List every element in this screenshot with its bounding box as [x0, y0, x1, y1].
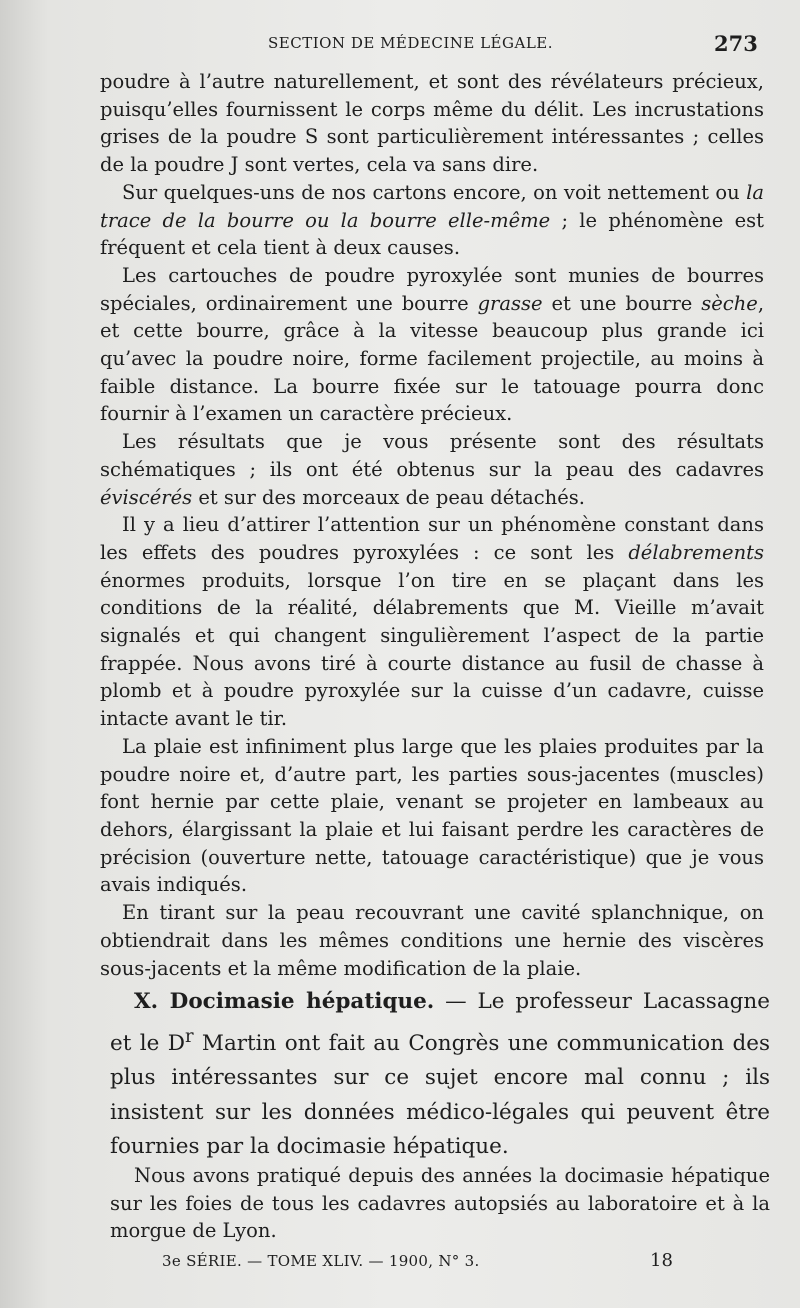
section-dash: —: [434, 989, 478, 1014]
signature-line: 3e SÉRIE. — TOME XLIV. — 1900, N° 3.: [162, 1252, 480, 1270]
running-head: SECTION DE MÉDECINE LÉGALE.: [268, 34, 554, 52]
section-x: [110, 985, 770, 1165]
section-title: X. Docimasie hépatique.: [134, 989, 435, 1014]
paragraph-2-text-a: Sur quelques-uns de nos cartons encore, on voit nettement ou: [122, 180, 747, 204]
paragraph-7: En tirant sur la peau recouvrant une cavité splanchnique, on obtiendrait dans les mêmes conditions une hernie des viscères sous-jacents et la même modification de la plaie.: [100, 901, 764, 980]
paragraph-6: La plaie est infiniment plus large que les plaies produites par la poudre noire et, d’autre part, les parties sous-jacentes (muscles) font hernie par cette plaie, venant se projeter en lambeaux au dehors, élargissant la plaie et lui faisant perdre les caractères de précision (ouverture nette, tatouage caractéristique) que je vous avais indiqués.: [100, 734, 764, 897]
paragraph-3-text-c: , et cette bourre, grâce à la vitesse beaucoup plus grande ici qu’avec la poudre noire, forme facilement projectile, au moins à faible distance. La bourre fixée sur le tatouage pourra donc fournir à l’examen un caractère précieux.: [100, 291, 765, 426]
signature-mark: 18: [650, 1250, 673, 1271]
paragraph-2-italic: la trace de la bourre ou la bourre elle-même: [100, 180, 764, 232]
paragraph-3-italic-2: sèche: [701, 291, 758, 315]
paragraph-5-italic: délabrements: [628, 540, 764, 564]
section-text-a: Le professeur Lacassagne et le D: [110, 989, 770, 1056]
paragraph-5: [100, 511, 764, 733]
paragraph-4: [100, 428, 764, 511]
paragraph-3-italic-1: grasse: [477, 291, 543, 315]
section-text-b: Martin ont fait au Congrès une communication des plus intéressantes sur ce sujet encore mal connu ; ils insistent sur les données médico-légales qui peuvent être fournies par la docimasie hépatique.: [110, 1030, 770, 1160]
paragraph-3: [100, 262, 764, 428]
paragraph-3-text-b: et une bourre: [542, 291, 702, 315]
paragraph-4-text-a: Les résultats que je vous présente sont des résultats schématiques ; ils ont été obtenus sur la peau des cadavres: [100, 430, 764, 481]
paragraph-4-italic: éviscérés: [100, 485, 193, 509]
paragraph-1: poudre à l’autre naturellement, et sont des révélateurs précieux, puisqu’elles fournissent le corps même du délit. Les incrustations grises de la poudre S sont particulièrement intéressantes ; celles de la poudre J sont vertes, cela va sans dire.: [100, 70, 764, 177]
section-x-paragraph: [110, 985, 770, 1165]
paragraph-2-text-b: ; le phénomène est fréquent et cela tient à deux causes.: [100, 208, 764, 260]
paragraph-5-text-a: Il y a lieu d’attirer l’attention sur un phénomène constant dans les effets des poudres pyroxylées : ce sont les: [100, 513, 764, 564]
body-text: [100, 68, 764, 982]
paragraph-3-text-a: Les cartouches de poudre pyroxylée sont munies de bourres spéciales, ordinairement une bourre: [100, 263, 764, 315]
paragraph-2: [100, 179, 764, 262]
paragraph-5-text-b: énormes produits, lorsque l’on tire en se plaçant dans les conditions de la réalité, délabrements que M. Vieille m’avait signalés et qui changent singulièrement l’aspect de la partie frappée. Nous avons tiré à courte distance au fusil de chasse à plomb et à poudre pyroxylée sur la cuisse d’un cadavre, cuisse intacte avant le tir.: [100, 568, 764, 731]
page-number: 273: [714, 31, 758, 56]
page-footer: [0, 1252, 800, 1276]
paragraph-4-text-b: et sur des morceaux de peau détachés.: [192, 485, 585, 509]
section-x-paragraph-2: Nous avons pratiqué depuis des années la docimasie hépatique sur les foies de tous les cadavres autopsiés au laboratoire et à la morgue de Lyon.: [110, 1164, 770, 1243]
page-header: [0, 31, 800, 58]
section-superscript: r: [184, 1025, 194, 1047]
section-x-continuation: [110, 1162, 770, 1245]
